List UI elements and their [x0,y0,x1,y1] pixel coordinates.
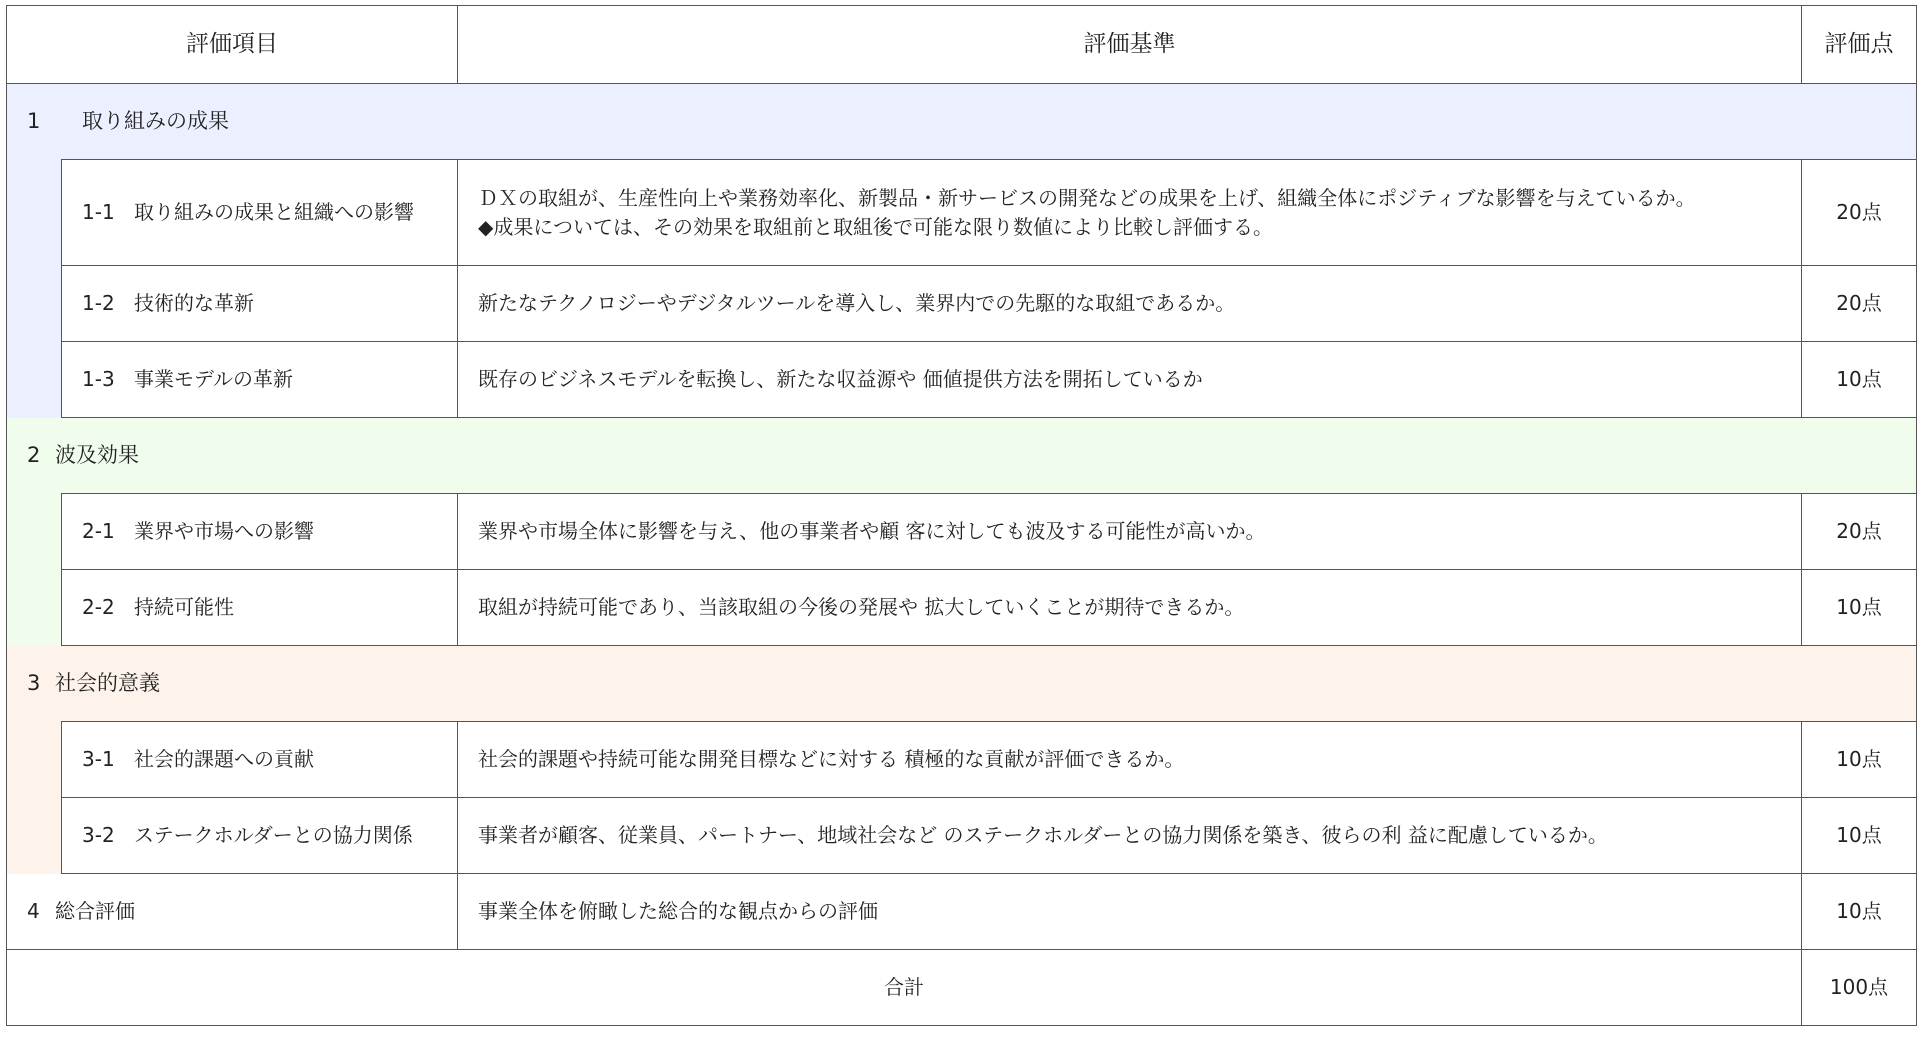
item-title: 事業モデルの革新 [134,367,293,391]
criteria-text: ＤＸの取組が、生産性向上や業務効率化、新製品・新サービスの開発などの成果を上げ、組織全体にポジティブな影響を与えているか。 [478,185,1696,210]
item-code: 2-1 [82,519,115,543]
item-label-cell [62,570,458,646]
criteria-cell [458,494,1802,570]
header-item-cell: 評価項目 [7,6,458,84]
item-code: 3-2 [82,823,115,847]
points-cell: 20点 [1802,266,1917,342]
criteria-text: 事業者が顧客、従業員、パートナー、地域社会など のステークホルダーとの協力関係を築き、彼らの利 益に配慮しているか。 [478,823,1608,847]
points-cell: 10点 [1802,798,1917,874]
points-cell: 10点 [1802,874,1917,950]
total-points-cell: 100点 [1802,950,1917,1026]
item-title: 取り組みの成果と組織への影響 [134,200,414,224]
item-label-cell [62,342,458,418]
section-title: 波及効果 [55,443,139,468]
table-row [7,342,1917,418]
section-title: 取り組みの成果 [82,109,229,134]
section-number: 1 [27,109,41,134]
overall-row [7,874,1917,950]
criteria-cell [458,722,1802,798]
item-code: 3-1 [82,747,115,771]
total-label-cell: 合計 [7,950,1802,1026]
item-label-cell [62,266,458,342]
section-row-2 [7,418,1917,494]
item-code: 1-1 [82,200,115,224]
table-header-row [7,6,1917,84]
header-criteria-cell: 評価基準 [458,6,1802,84]
criteria-text: 既存のビジネスモデルを転換し、新たな収益源や 価値提供方法を開拓しているか [478,367,1203,391]
item-title: 技術的な革新 [134,291,254,315]
item-label-cell [62,160,458,266]
item-label-cell [62,722,458,798]
item-label-cell [62,798,458,874]
section-title-3 [7,646,1917,722]
criteria-text: 業界や市場全体に影響を与え、他の事業者や顧 客に対しても波及する可能性が高いか。 [478,519,1266,543]
table-row [7,160,1917,266]
table-row [7,722,1917,798]
item-title: 社会的課題への貢献 [134,747,314,771]
table-row [7,266,1917,342]
points-cell: 10点 [1802,570,1917,646]
section-color-strip [7,722,62,798]
points-cell: 10点 [1802,342,1917,418]
table-row [7,798,1917,874]
criteria-cell [458,874,1802,950]
section-number: 3 [27,671,41,696]
section-number: 2 [27,443,41,468]
overall-label-cell [7,874,458,950]
section-title: 総合評価 [55,899,135,923]
evaluation-criteria-table [6,5,1917,1026]
section-color-strip [7,160,62,266]
criteria-cell [458,160,1802,266]
points-cell: 10点 [1802,722,1917,798]
points-cell: 20点 [1802,160,1917,266]
section-title-2 [7,418,1917,494]
section-color-strip [7,494,62,570]
criteria-cell [458,570,1802,646]
section-title-1 [7,84,1917,160]
section-color-strip [7,266,62,342]
criteria-text: 社会的課題や持続可能な開発目標などに対する 積極的な貢献が評価できるか。 [478,747,1185,771]
table-row [7,494,1917,570]
criteria-text: 新たなテクノロジーやデジタルツールを導入し、業界内での先駆的な取組であるか。 [478,291,1236,315]
evaluation-table-container [6,5,1916,1026]
item-title: 業界や市場への影響 [134,519,314,543]
item-title: ステークホルダーとの協力関係 [134,823,413,847]
section-color-strip [7,570,62,646]
section-color-strip [7,342,62,418]
criteria-cell [458,342,1802,418]
criteria-note: ◆成果については、その効果を取組前と取組後で可能な限り数値により比較し評価する。 [478,214,1273,239]
section-color-strip [7,798,62,874]
criteria-cell [458,266,1802,342]
item-code: 2-2 [82,595,115,619]
table-row [7,570,1917,646]
item-label-cell [62,494,458,570]
section-row-3 [7,646,1917,722]
item-code: 1-2 [82,291,115,315]
criteria-text: 事業全体を俯瞰した総合的な観点からの評価 [478,899,878,923]
header-points-cell: 評価点 [1802,6,1917,84]
total-row [7,950,1917,1026]
item-code: 1-3 [82,367,115,391]
section-title: 社会的意義 [55,671,160,696]
criteria-text: 取組が持続可能であり、当該取組の今後の発展や 拡大していくことが期待できるか。 [478,595,1245,619]
item-title: 持続可能性 [134,595,234,619]
section-row-1 [7,84,1917,160]
points-cell: 20点 [1802,494,1917,570]
section-number: 4 [27,899,40,923]
criteria-cell [458,798,1802,874]
